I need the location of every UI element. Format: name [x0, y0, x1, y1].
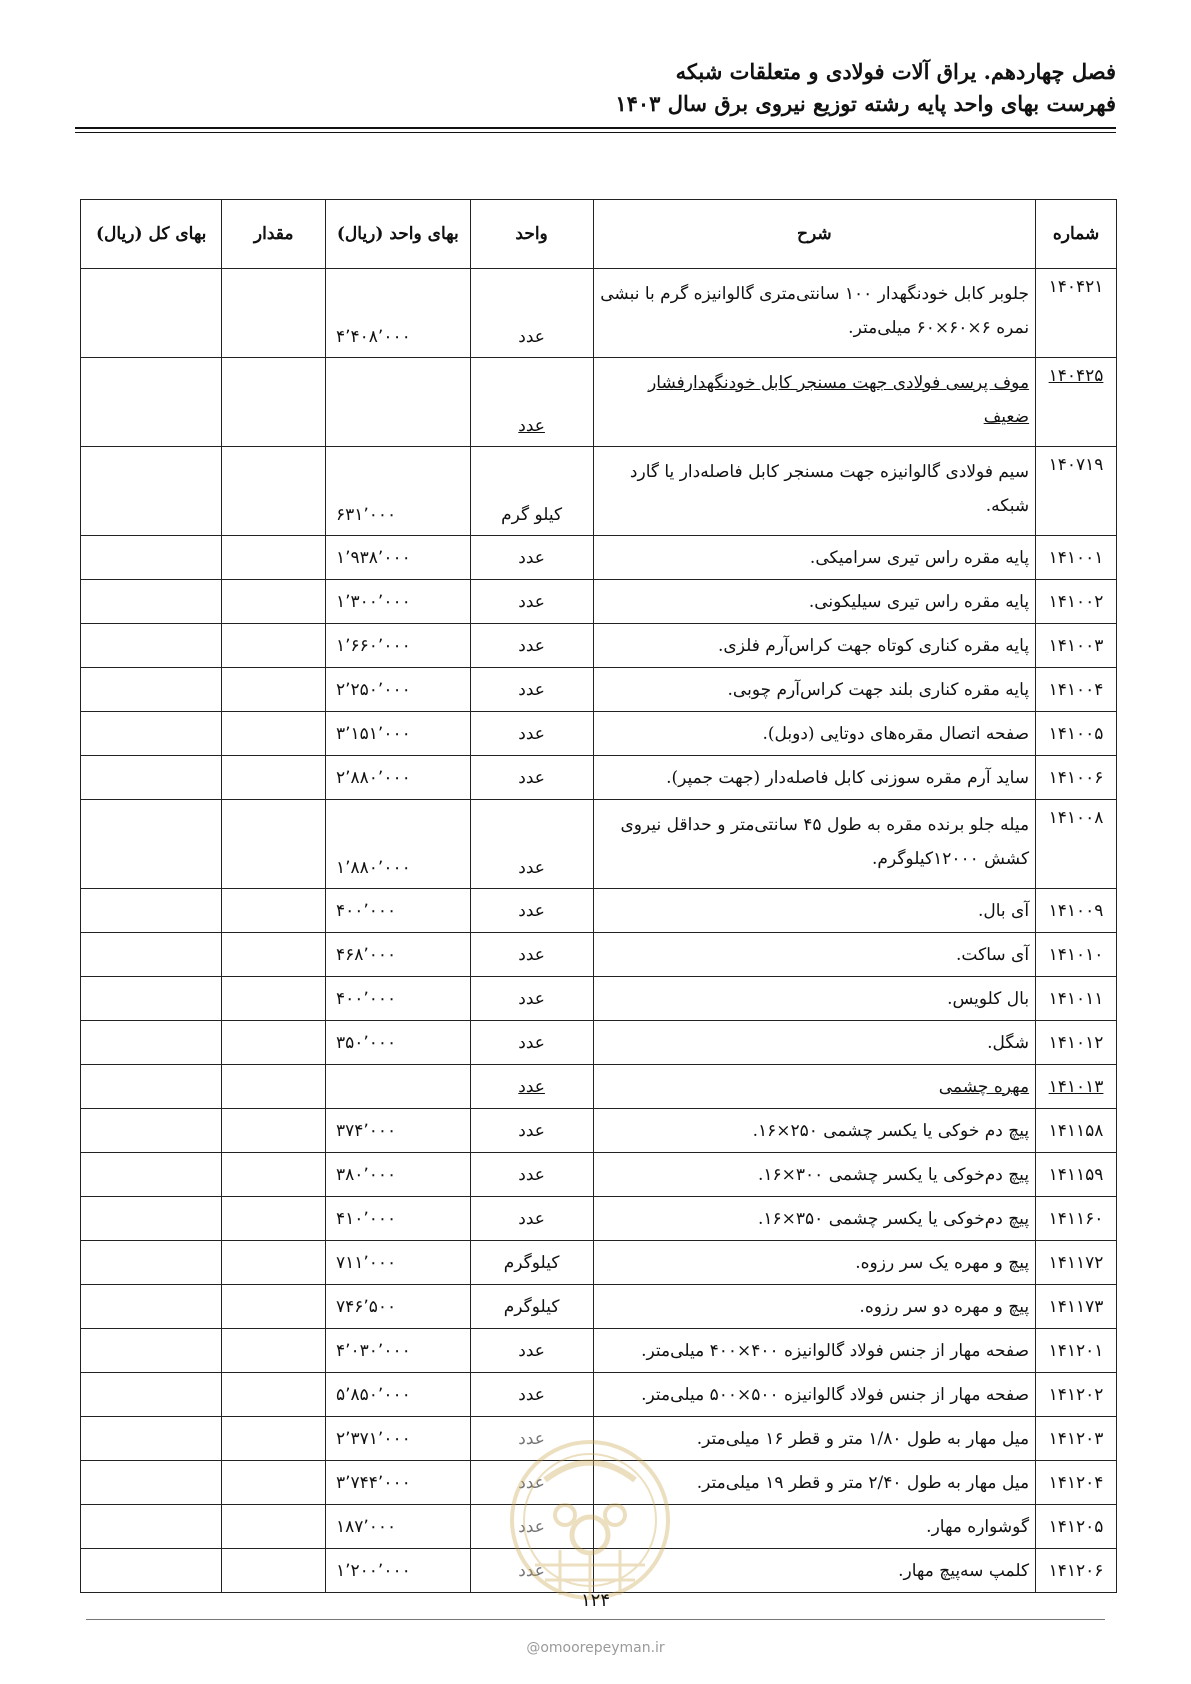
- table-row: [81, 447, 1117, 536]
- row-total-price: [81, 1461, 222, 1505]
- row-total-price: [81, 889, 222, 933]
- row-unit-price: ۳۵۰٬۰۰۰: [326, 1021, 471, 1065]
- footer-rule: [86, 1619, 1105, 1620]
- row-unit: عدد: [470, 668, 593, 712]
- row-quantity: [222, 933, 326, 977]
- table-row: [81, 1241, 1117, 1285]
- row-unit-price: ۱٬۶۶۰٬۰۰۰: [326, 624, 471, 668]
- header-description: شرح: [593, 200, 1035, 269]
- table-row: [81, 800, 1117, 889]
- row-unit-price: [326, 1065, 471, 1109]
- row-unit-price: ۴۰۰٬۰۰۰: [326, 889, 471, 933]
- row-unit: عدد: [470, 1153, 593, 1197]
- row-total-price: [81, 536, 222, 580]
- table-row: [81, 1153, 1117, 1197]
- table-row: [81, 712, 1117, 756]
- row-quantity: [222, 977, 326, 1021]
- row-unit: عدد: [470, 1505, 593, 1549]
- row-description: پایه مقره راس تیری سیلیکونی.: [593, 580, 1035, 624]
- row-total-price: [81, 1065, 222, 1109]
- row-unit-price: ۳۸۰٬۰۰۰: [326, 1153, 471, 1197]
- row-total-price: [81, 1109, 222, 1153]
- row-unit-price: ۵٬۸۵۰٬۰۰۰: [326, 1373, 471, 1417]
- row-description: صفحه اتصال مقره‌های دوتایی (دوبل).: [593, 712, 1035, 756]
- row-unit: عدد: [470, 1461, 593, 1505]
- row-total-price: [81, 1285, 222, 1329]
- table-row: [81, 1021, 1117, 1065]
- row-unit: عدد: [470, 977, 593, 1021]
- row-unit-price: ۱٬۹۳۸٬۰۰۰: [326, 536, 471, 580]
- row-unit: عدد: [470, 269, 593, 358]
- table-row: [81, 1329, 1117, 1373]
- row-description: آی ساکت.: [593, 933, 1035, 977]
- row-description: موف پرسی فولادی جهت مسنجر کابل خودنگهدارفشار ضعیف: [593, 358, 1035, 447]
- row-number: ۱۴۱۱۷۳: [1036, 1285, 1117, 1329]
- row-unit: عدد: [470, 1021, 593, 1065]
- table-row: [81, 668, 1117, 712]
- row-total-price: [81, 358, 222, 447]
- header-unit-price: بهای واحد (ریال): [326, 200, 471, 269]
- row-number: ۱۴۱۲۰۲: [1036, 1373, 1117, 1417]
- row-number: ۱۴۱۲۰۴: [1036, 1461, 1117, 1505]
- row-number: ۱۴۱۰۰۵: [1036, 712, 1117, 756]
- row-quantity: [222, 889, 326, 933]
- row-unit-price: ۱٬۲۰۰٬۰۰۰: [326, 1549, 471, 1593]
- header-rule-thin: [75, 132, 1116, 133]
- row-unit-price: ۴۰۰٬۰۰۰: [326, 977, 471, 1021]
- row-total-price: [81, 756, 222, 800]
- row-unit-price: ۷۴۶٬۵۰۰: [326, 1285, 471, 1329]
- row-unit-price: ۱۸۷٬۰۰۰: [326, 1505, 471, 1549]
- row-unit-price: ۴۱۰٬۰۰۰: [326, 1197, 471, 1241]
- row-quantity: [222, 536, 326, 580]
- row-unit: کیلوگرم: [470, 1285, 593, 1329]
- row-quantity: [222, 1417, 326, 1461]
- row-unit: عدد: [470, 580, 593, 624]
- row-description: کلمپ سه‌پیچ مهار.: [593, 1549, 1035, 1593]
- row-description: پایه مقره کناری کوتاه جهت کراس‌آرم فلزی.: [593, 624, 1035, 668]
- row-description: میل مهار به طول ۲/۴۰ متر و قطر ۱۹ میلی‌متر.: [593, 1461, 1035, 1505]
- table-row: [81, 1197, 1117, 1241]
- row-total-price: [81, 933, 222, 977]
- row-description: پیچ و مهره یک سر رزوه.: [593, 1241, 1035, 1285]
- row-description: پیچ دم خوکی یا یکسر چشمی ۲۵۰×۱۶.: [593, 1109, 1035, 1153]
- table-row: [81, 624, 1117, 668]
- row-number: ۱۴۱۰۱۲: [1036, 1021, 1117, 1065]
- row-description: صفحه مهار از جنس فولاد گالوانیزه ۴۰۰×۴۰۰ میلی‌متر.: [593, 1329, 1035, 1373]
- row-unit: عدد: [470, 1329, 593, 1373]
- row-quantity: [222, 1109, 326, 1153]
- table-row: [81, 1109, 1117, 1153]
- row-number: ۱۴۱۲۰۱: [1036, 1329, 1117, 1373]
- header-number: شماره: [1036, 200, 1117, 269]
- row-description: پایه مقره کناری بلند جهت کراس‌آرم چوبی.: [593, 668, 1035, 712]
- row-quantity: [222, 712, 326, 756]
- row-unit: عدد: [470, 1373, 593, 1417]
- row-unit: عدد: [470, 1109, 593, 1153]
- row-number: ۱۴۰۴۲۱: [1036, 269, 1117, 358]
- row-quantity: [222, 1285, 326, 1329]
- row-unit-price: ۶۳۱٬۰۰۰: [326, 447, 471, 536]
- page-header: [75, 56, 1116, 120]
- row-total-price: [81, 800, 222, 889]
- row-total-price: [81, 1417, 222, 1461]
- row-unit-price: ۴٬۰۳۰٬۰۰۰: [326, 1329, 471, 1373]
- row-quantity: [222, 1153, 326, 1197]
- row-unit-price: ۳٬۱۵۱٬۰۰۰: [326, 712, 471, 756]
- row-unit: کیلو گرم: [470, 447, 593, 536]
- row-description: پیچ دم‌خوکی یا یکسر چشمی ۳۵۰×۱۶.: [593, 1197, 1035, 1241]
- row-quantity: [222, 580, 326, 624]
- page-number: ۱۲۴: [580, 1590, 610, 1611]
- row-unit: عدد: [470, 1065, 593, 1109]
- row-total-price: [81, 1549, 222, 1593]
- table-row: [81, 358, 1117, 447]
- row-unit: عدد: [470, 800, 593, 889]
- row-number: ۱۴۱۰۰۸: [1036, 800, 1117, 889]
- row-quantity: [222, 1329, 326, 1373]
- row-number: ۱۴۱۰۰۳: [1036, 624, 1117, 668]
- row-total-price: [81, 1021, 222, 1065]
- row-number: ۱۴۱۰۰۴: [1036, 668, 1117, 712]
- header-total-price: بهای کل (ریال): [81, 200, 222, 269]
- table-row: [81, 1065, 1117, 1109]
- row-number: ۱۴۱۲۰۵: [1036, 1505, 1117, 1549]
- row-unit-price: ۲٬۳۷۱٬۰۰۰: [326, 1417, 471, 1461]
- row-total-price: [81, 1505, 222, 1549]
- row-unit: عدد: [470, 712, 593, 756]
- table-row: [81, 756, 1117, 800]
- row-description: گوشواره مهار.: [593, 1505, 1035, 1549]
- row-total-price: [81, 668, 222, 712]
- price-table: [80, 199, 1117, 1593]
- row-total-price: [81, 1197, 222, 1241]
- row-unit: عدد: [470, 624, 593, 668]
- website-watermark: @omoorepeyman.ir: [526, 1640, 665, 1656]
- row-unit-price: [326, 358, 471, 447]
- row-unit-price: ۱٬۸۸۰٬۰۰۰: [326, 800, 471, 889]
- row-quantity: [222, 624, 326, 668]
- table-row: [81, 580, 1117, 624]
- row-quantity: [222, 447, 326, 536]
- row-quantity: [222, 1065, 326, 1109]
- row-unit-price: ۲٬۲۵۰٬۰۰۰: [326, 668, 471, 712]
- row-unit-price: ۳۷۴٬۰۰۰: [326, 1109, 471, 1153]
- row-unit: عدد: [470, 536, 593, 580]
- row-total-price: [81, 269, 222, 358]
- row-number: ۱۴۱۰۱۱: [1036, 977, 1117, 1021]
- row-number: ۱۴۱۲۰۶: [1036, 1549, 1117, 1593]
- row-description: جلوبر کابل خودنگهدار ۱۰۰ سانتی‌متری گالوانیزه گرم با نبشی نمره ۶×۶۰×۶۰ میلی‌متر.: [593, 269, 1035, 358]
- row-quantity: [222, 1241, 326, 1285]
- row-description: ساید آرم مقره سوزنی کابل فاصله‌دار (جهت جمپر).: [593, 756, 1035, 800]
- row-unit: عدد: [470, 933, 593, 977]
- chapter-title: فصل چهاردهم. یراق آلات فولادی و متعلقات شبکه: [675, 59, 1116, 84]
- row-number: ۱۴۱۱۷۲: [1036, 1241, 1117, 1285]
- row-unit-price: ۴٬۴۰۸٬۰۰۰: [326, 269, 471, 358]
- row-quantity: [222, 1197, 326, 1241]
- row-number: ۱۴۱۰۰۹: [1036, 889, 1117, 933]
- row-number: ۱۴۱۱۵۹: [1036, 1153, 1117, 1197]
- header-unit: واحد: [470, 200, 593, 269]
- row-number: ۱۴۱۰۰۱: [1036, 536, 1117, 580]
- row-number: ۱۴۰۴۲۵: [1036, 358, 1117, 447]
- row-unit: عدد: [470, 1549, 593, 1593]
- row-quantity: [222, 668, 326, 712]
- row-total-price: [81, 580, 222, 624]
- row-description: صفحه مهار از جنس فولاد گالوانیزه ۵۰۰×۵۰۰ میلی‌متر.: [593, 1373, 1035, 1417]
- table-header-row: [81, 200, 1117, 269]
- row-number: ۱۴۱۰۱۳: [1036, 1065, 1117, 1109]
- table-row: [81, 1285, 1117, 1329]
- row-description: بال کلویس.: [593, 977, 1035, 1021]
- row-number: ۱۴۰۷۱۹: [1036, 447, 1117, 536]
- row-description: پیچ دم‌خوکی یا یکسر چشمی ۳۰۰×۱۶.: [593, 1153, 1035, 1197]
- price-list-title: فهرست بهای واحد پایه رشته توزیع نیروی برق سال ۱۴۰۳: [615, 91, 1116, 116]
- row-description: پایه مقره راس تیری سرامیکی.: [593, 536, 1035, 580]
- row-unit-price: ۷۱۱٬۰۰۰: [326, 1241, 471, 1285]
- header-quantity: مقدار: [222, 200, 326, 269]
- row-quantity: [222, 756, 326, 800]
- row-description: سیم فولادی گالوانیزه جهت مسنجر کابل فاصله‌دار یا گارد شبکه.: [593, 447, 1035, 536]
- row-unit: عدد: [470, 358, 593, 447]
- row-unit-price: ۲٬۸۸۰٬۰۰۰: [326, 756, 471, 800]
- row-description: میل مهار به طول ۱/۸۰ متر و قطر ۱۶ میلی‌متر.: [593, 1417, 1035, 1461]
- row-unit: عدد: [470, 1417, 593, 1461]
- table-row: [81, 889, 1117, 933]
- row-number: ۱۴۱۰۰۲: [1036, 580, 1117, 624]
- row-unit: کیلوگرم: [470, 1241, 593, 1285]
- row-unit-price: ۳٬۷۴۴٬۰۰۰: [326, 1461, 471, 1505]
- table-row: [81, 536, 1117, 580]
- row-quantity: [222, 358, 326, 447]
- row-quantity: [222, 1549, 326, 1593]
- row-number: ۱۴۱۰۰۶: [1036, 756, 1117, 800]
- row-quantity: [222, 1461, 326, 1505]
- row-total-price: [81, 712, 222, 756]
- row-description: پیچ و مهره دو سر رزوه.: [593, 1285, 1035, 1329]
- table-row: [81, 1373, 1117, 1417]
- row-quantity: [222, 1505, 326, 1549]
- row-number: ۱۴۱۱۶۰: [1036, 1197, 1117, 1241]
- row-number: ۱۴۱۱۵۸: [1036, 1109, 1117, 1153]
- row-unit: عدد: [470, 1197, 593, 1241]
- table-row: [81, 977, 1117, 1021]
- row-description: آی بال.: [593, 889, 1035, 933]
- row-total-price: [81, 624, 222, 668]
- row-unit: عدد: [470, 889, 593, 933]
- row-total-price: [81, 1241, 222, 1285]
- row-description: میله جلو برنده مقره به طول ۴۵ سانتی‌متر و حداقل نیروی کشش ۱۲۰۰۰کیلوگرم.: [593, 800, 1035, 889]
- row-quantity: [222, 1021, 326, 1065]
- row-description: مهره چشمی: [593, 1065, 1035, 1109]
- table-row: [81, 933, 1117, 977]
- row-total-price: [81, 1329, 222, 1373]
- row-unit-price: ۱٬۳۰۰٬۰۰۰: [326, 580, 471, 624]
- row-total-price: [81, 1373, 222, 1417]
- row-number: ۱۴۱۲۰۳: [1036, 1417, 1117, 1461]
- header-rule-thick: [75, 127, 1116, 129]
- row-description: شگل.: [593, 1021, 1035, 1065]
- table-row: [81, 269, 1117, 358]
- row-quantity: [222, 800, 326, 889]
- row-total-price: [81, 1153, 222, 1197]
- row-quantity: [222, 269, 326, 358]
- row-quantity: [222, 1373, 326, 1417]
- row-number: ۱۴۱۰۱۰: [1036, 933, 1117, 977]
- row-unit: عدد: [470, 756, 593, 800]
- row-total-price: [81, 977, 222, 1021]
- row-unit-price: ۴۶۸٬۰۰۰: [326, 933, 471, 977]
- row-total-price: [81, 447, 222, 536]
